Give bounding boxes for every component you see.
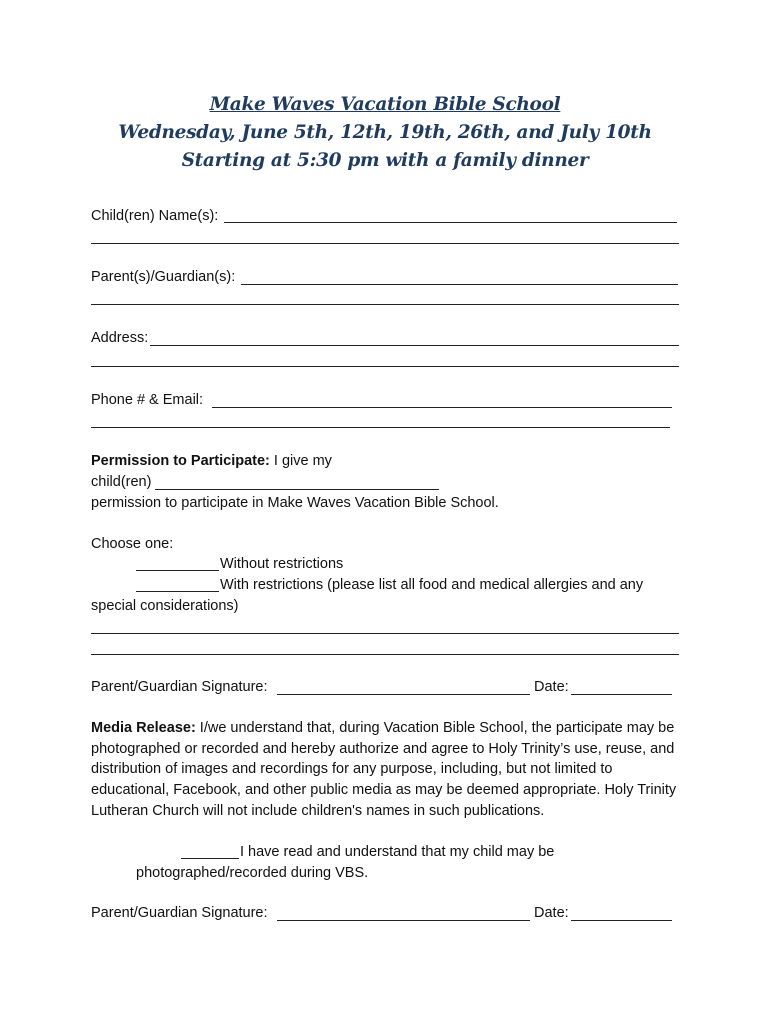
permission-child-label: child(ren): [91, 474, 152, 490]
option-with-restrictions-blank[interactable]: [136, 591, 219, 592]
parents-field-line2[interactable]: [91, 304, 679, 305]
option-without-restrictions: Without restrictions: [220, 556, 344, 572]
address-field-line2[interactable]: [91, 366, 679, 367]
permission-intro: [91, 452, 332, 470]
address-label: Address:: [91, 330, 149, 346]
signature-label-2: Parent/Guardian Signature:: [91, 905, 268, 921]
signature-field[interactable]: [277, 694, 530, 695]
date-label-2: Date:: [534, 905, 569, 921]
phone-email-field-line2[interactable]: [91, 427, 670, 428]
media-ack-line1: I have read and understand that my child may be: [240, 844, 555, 860]
address-field[interactable]: [150, 345, 679, 346]
restrictions-field-line2[interactable]: [91, 654, 679, 655]
option-with-restrictions: With restrictions (please list all food and medical allergies and any: [220, 577, 644, 593]
option-without-restrictions-blank[interactable]: [136, 570, 219, 571]
media-ack-initials-field[interactable]: [181, 858, 239, 859]
signature-label: Parent/Guardian Signature:: [91, 679, 268, 695]
permission-intro-text: I give my: [269, 453, 332, 469]
media-release-heading: Media Release:: [91, 720, 196, 736]
choose-one-label: Choose one:: [91, 536, 174, 552]
children-name-label: Child(ren) Name(s):: [91, 208, 219, 224]
date-field-2[interactable]: [571, 920, 672, 921]
date-field[interactable]: [571, 694, 672, 695]
permission-heading: Permission to Participate:: [91, 453, 270, 469]
option-with-restrictions-cont: special considerations): [91, 598, 239, 614]
restrictions-field[interactable]: [91, 633, 679, 634]
date-label: Date:: [534, 679, 569, 695]
permission-sentence: permission to participate in Make Waves Vacation Bible School.: [91, 495, 499, 511]
phone-email-label: Phone # & Email:: [91, 392, 204, 408]
media-ack-line2: photographed/recorded during VBS.: [136, 865, 369, 881]
parents-label: Parent(s)/Guardian(s):: [91, 269, 236, 285]
permission-child-field[interactable]: [155, 489, 439, 490]
page-title: Make Waves Vacation Bible School: [209, 94, 561, 115]
media-release-body: I/we understand that, during Vacation Bible School, the participate may be photographed or recorded and hereby authorize and agree to Holy Trinity’s use, reuse, and distribution of images and recordings for any purpose, including, but not limited to educational, Facebook, and other public media as may be deemed appropriate. Holy Trinity Lutheran Church will not include children's names in such publications.: [91, 720, 677, 819]
event-start-time: Starting at 5:30 pm with a family dinner: [181, 150, 589, 171]
phone-email-field[interactable]: [212, 407, 672, 408]
event-dates: Wednesday, June 5th, 12th, 19th, 26th, and July 10th: [118, 122, 652, 143]
children-name-field-line2[interactable]: [91, 243, 679, 244]
media-release-paragraph: [91, 718, 681, 822]
children-name-field[interactable]: [224, 222, 677, 223]
signature-field-2[interactable]: [277, 920, 530, 921]
parents-field[interactable]: [241, 284, 678, 285]
